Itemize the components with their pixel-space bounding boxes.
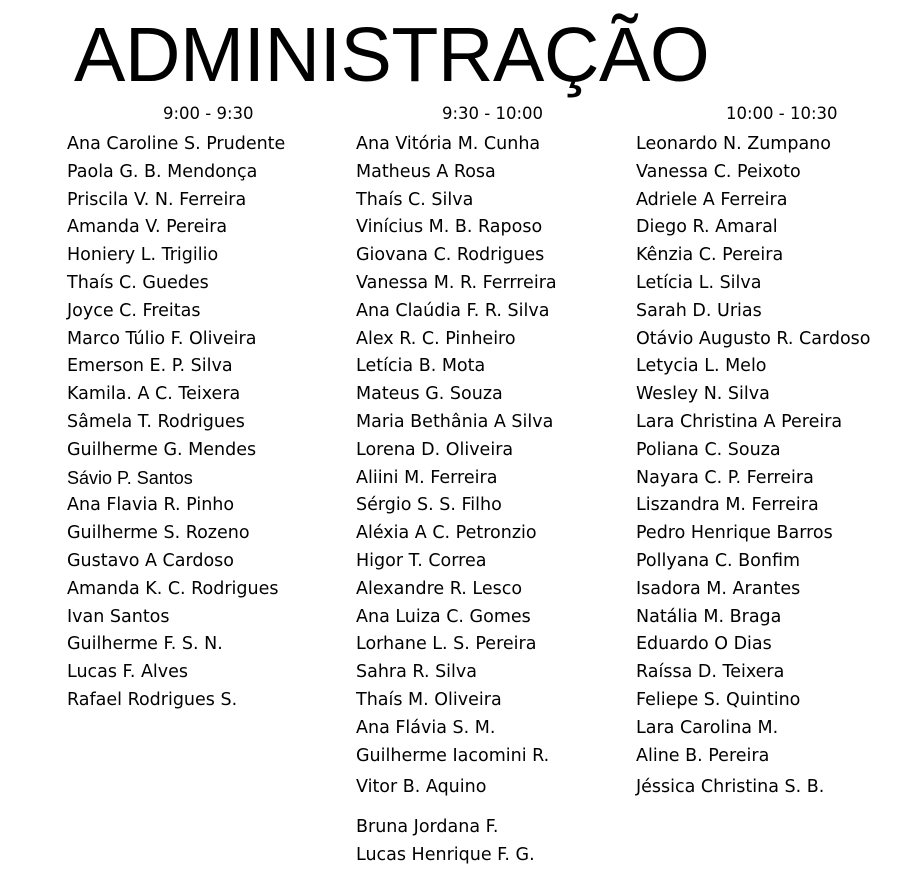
list-item: Priscila V. N. Ferreira bbox=[67, 189, 247, 210]
list-item: Vanessa C. Peixoto bbox=[636, 161, 801, 182]
list-item: Sarah D. Urias bbox=[636, 300, 762, 321]
list-item: Guilherme Iacomini R. bbox=[356, 745, 550, 766]
list-item: Marco Túlio F. Oliveira bbox=[67, 328, 257, 349]
list-item: Adriele A Ferreira bbox=[636, 189, 788, 210]
list-item: Paola G. B. Mendonça bbox=[67, 161, 258, 182]
list-item: Ana Flavia R. Pinho bbox=[67, 495, 235, 516]
list-item: Feliepe S. Quintino bbox=[636, 689, 801, 710]
list-item: Sâmela T. Rodrigues bbox=[67, 411, 245, 432]
list-item: Joyce C. Freitas bbox=[67, 300, 201, 321]
list-item: Maria Bethânia A Silva bbox=[356, 411, 554, 432]
list-item: Otávio Augusto R. Cardoso bbox=[636, 328, 871, 349]
list-item: Nayara C. P. Ferreira bbox=[636, 467, 814, 488]
list-item: Bruna Jordana F. bbox=[356, 817, 499, 837]
name-list bbox=[356, 131, 557, 770]
list-item: Thaís C. Silva bbox=[356, 189, 474, 210]
list-item: Ana Flávia S. M. bbox=[356, 717, 496, 738]
list-item: Honiery L. Trigilio bbox=[67, 245, 219, 266]
list-item: Leonardo N. Zumpano bbox=[636, 134, 831, 154]
list-item: Letícia L. Silva bbox=[636, 272, 762, 293]
list-item: Raíssa D. Teixera bbox=[636, 662, 785, 683]
list-item: Amanda K. C. Rodrigues bbox=[67, 578, 279, 599]
list-item: Lara Carolina M. bbox=[636, 717, 779, 738]
list-item: Aléxia A C. Petronzio bbox=[356, 523, 537, 544]
list-item: Ana Vitória M. Cunha bbox=[356, 134, 541, 154]
list-item: Aline B. Pereira bbox=[636, 745, 770, 766]
list-item: Ivan Santos bbox=[67, 606, 170, 627]
list-item: Jéssica Christina S. B. bbox=[636, 777, 825, 797]
list-item: Vinícius M. B. Raposo bbox=[356, 217, 543, 238]
list-item: Sahra R. Silva bbox=[356, 662, 477, 683]
list-item: Giovana C. Rodrigues bbox=[356, 245, 545, 266]
list-item: Sávio P. Santos bbox=[67, 467, 193, 488]
list-item: Pollyana C. Bonfim bbox=[636, 550, 801, 571]
list-item: Kamila. A C. Teixera bbox=[67, 384, 241, 405]
list-item: Thaís M. Oliveira bbox=[356, 689, 502, 710]
list-item: Vanessa M. R. Ferrreira bbox=[356, 272, 557, 293]
list-item: Amanda V. Pereira bbox=[67, 217, 228, 238]
list-item: Rafael Rodrigues S. bbox=[67, 689, 238, 710]
list-item: Ana Claúdia F. R. Silva bbox=[356, 300, 550, 321]
list-item: Letycia L. Melo bbox=[636, 356, 767, 377]
list-item: Poliana C. Souza bbox=[636, 439, 781, 460]
list-item: Thaís C. Guedes bbox=[67, 272, 209, 293]
list-item: Lucas Henrique F. G. bbox=[356, 845, 535, 865]
list-item: Gustavo A Cardoso bbox=[67, 550, 234, 571]
list-item: Ana Luiza C. Gomes bbox=[356, 606, 531, 627]
list-item: Diego R. Amaral bbox=[636, 217, 778, 238]
list-item: Pedro Henrique Barros bbox=[636, 523, 833, 544]
time-slot-label: 10:00 - 10:30 bbox=[726, 104, 838, 123]
list-item: Lara Christina A Pereira bbox=[636, 411, 843, 432]
list-item: Lorhane L. S. Pereira bbox=[356, 634, 537, 655]
page-title: ADMINISTRAÇÃO bbox=[74, 12, 710, 98]
list-item: Eduardo O Dias bbox=[636, 634, 772, 655]
time-slot-label: 9:30 - 10:00 bbox=[442, 104, 544, 123]
list-item: Ana Caroline S. Prudente bbox=[67, 134, 286, 154]
list-item: Isadora M. Arantes bbox=[636, 578, 801, 599]
list-item: Liszandra M. Ferreira bbox=[636, 495, 819, 516]
list-item: Lorena D. Oliveira bbox=[356, 439, 514, 460]
list-item: Guilherme G. Mendes bbox=[67, 439, 257, 460]
list-item: Guilherme F. S. N. bbox=[67, 634, 223, 655]
list-item: Aliini M. Ferreira bbox=[356, 467, 498, 488]
list-item: Matheus A Rosa bbox=[356, 161, 496, 182]
list-item: Emerson E. P. Silva bbox=[67, 356, 233, 377]
list-item: Alexandre R. Lesco bbox=[356, 578, 523, 599]
name-list bbox=[636, 131, 871, 770]
list-item: Lucas F. Alves bbox=[67, 662, 189, 683]
list-item: Vitor B. Aquino bbox=[356, 777, 487, 797]
list-item: Higor T. Correa bbox=[356, 550, 487, 571]
list-item: Wesley N. Silva bbox=[636, 384, 770, 405]
list-item: Guilherme S. Rozeno bbox=[67, 523, 250, 544]
time-slot-label: 9:00 - 9:30 bbox=[163, 104, 254, 123]
list-item: Mateus G. Souza bbox=[356, 384, 503, 405]
list-item: Alex R. C. Pinheiro bbox=[356, 328, 516, 349]
name-list bbox=[67, 131, 285, 715]
list-item: Letícia B. Mota bbox=[356, 356, 486, 377]
list-item: Natália M. Braga bbox=[636, 606, 782, 627]
list-item: Sérgio S. S. Filho bbox=[356, 495, 502, 516]
list-item: Kênzia C. Pereira bbox=[636, 245, 784, 266]
